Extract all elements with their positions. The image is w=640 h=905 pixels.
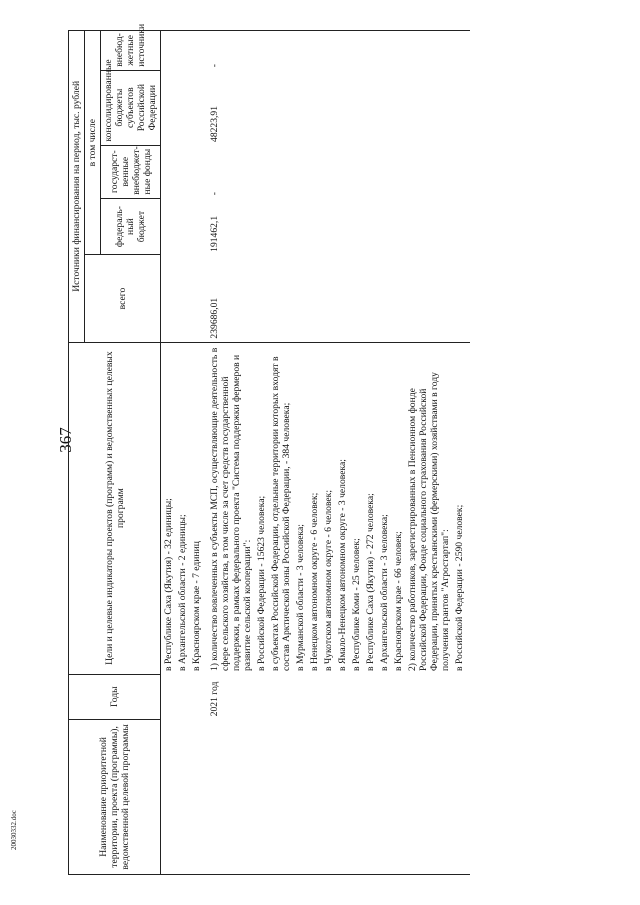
goal-line: в Архангельской области - 2 единицы;: [177, 514, 188, 671]
name-cell: [161, 719, 207, 874]
goal-line: в Красноярском крае - 7 единиц: [191, 541, 202, 671]
goal-line: в Архангельской области - 3 человека;: [379, 514, 390, 671]
header-extra: внебюд-жетные источники: [101, 31, 161, 71]
total-cell: [161, 255, 207, 342]
year-cell: 2021 год: [209, 681, 220, 717]
federal-cell: 191462,1: [209, 215, 220, 252]
total-cell: 239686,01: [207, 255, 470, 342]
goal-line: в Ненецком автономном округе - 6 человек;: [309, 492, 320, 671]
header-name: Наименование приоритетной территории, проекта (программы), ведомственной целевой программы: [69, 719, 161, 874]
table-row: [161, 31, 207, 875]
goal-line: в Мурманской области - 3 человека;: [295, 524, 306, 671]
goal-line: 2) количество работников, зарегистрированных в Пенсионном фонде Российской Федерации, Фонде социального страхования Российской Федерации, принятых крестьянскими (фермерскими) хозяйствами в году получения грантов "Агростартап":: [407, 372, 451, 671]
goal-line: в Ямало-Ненецком автономном округе - 3 человека;: [337, 459, 348, 671]
goal-line: в субъектах Российской Федерации, отдельные территории которых входят в состав Арктической зоны Российской Федерации, - 384 человека;: [270, 356, 292, 671]
federal-cell: [161, 198, 207, 255]
goal-line: в Красноярском крае - 66 человек;: [393, 531, 404, 671]
table-row: [207, 31, 470, 875]
header-table: [68, 23, 161, 875]
header-including: в том числе: [85, 31, 101, 255]
goals-cell: [207, 342, 470, 674]
state-funds-cell: [161, 145, 207, 198]
body-table: [161, 30, 470, 875]
goal-line: в Республике Саха (Якутия) - 272 человека;: [365, 493, 376, 671]
name-cell: [207, 719, 470, 874]
regional-cell: [161, 70, 207, 145]
goal-line: в Российской Федерации - 15623 человека;: [256, 495, 267, 671]
regional-cell: 48223,91: [209, 105, 220, 142]
goal-line: в Российской Федерации - 2590 человек;: [454, 504, 465, 671]
document-id: 20030332.doc: [10, 810, 18, 850]
extra-cell: -: [207, 31, 470, 71]
extra-cell: [161, 31, 207, 71]
goal-line: 1) количество вовлеченных в субъекты МСП, осуществляющие деятельность в сфере сельского хозяйства, в том числе за счет средств государственной поддержки, в рамках федерального проекта "Система поддержки фермеров и развитие сельской кооперации":: [209, 347, 253, 671]
goal-line: в Республике Саха (Якутия) - 32 единицы;: [163, 498, 174, 671]
page-number: 367: [56, 427, 75, 453]
header-total: всего: [85, 255, 161, 342]
header-state-funds: государст-венные внебюджет-ные фонды: [101, 145, 161, 198]
year-cell: [161, 674, 207, 719]
header-federal: федераль-ный бюджет: [101, 198, 161, 255]
state-funds-cell: -: [209, 192, 220, 196]
header-goals: Цели и целевые индикаторы проектов (программ) и ведомственных целевых программ: [69, 342, 161, 674]
goal-line: в Республике Коми - 25 человек;: [351, 538, 362, 671]
rotated-table-container: [68, 23, 640, 875]
goals-cell: [161, 342, 207, 674]
header-regional: консолидированные бюджеты субъектов Российской Федерации: [101, 70, 161, 145]
header-funding-group: Источники финансирования на период, тыс. рублей: [69, 31, 85, 343]
header-years: Годы: [69, 674, 161, 719]
goal-line: в Чукотском автономном округе - 6 человек;: [323, 490, 334, 671]
